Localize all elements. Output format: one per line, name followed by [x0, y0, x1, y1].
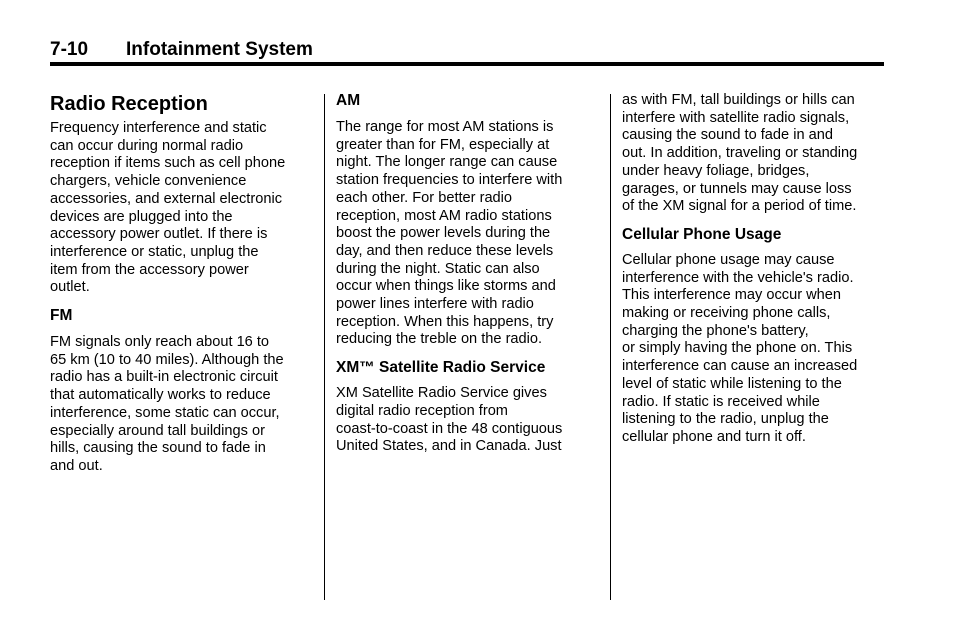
column-1 — [50, 92, 314, 486]
text-line: FM signals only reach about 16 to — [50, 334, 270, 351]
text-line: out. In addition, traveling or standing — [622, 145, 858, 162]
column-2 — [336, 92, 598, 466]
xm-satellite-continued-paragraph — [622, 92, 888, 216]
page-number: 7-10 — [50, 39, 89, 60]
text-line: garages, or tunnels may cause loss — [622, 180, 852, 197]
text-line: coast-to-coast in the 48 contiguous — [336, 420, 563, 437]
cellular-phone-paragraph — [622, 252, 888, 447]
text-line: devices are plugged into the — [50, 208, 233, 225]
text-line: accessories, and external electronic — [50, 190, 282, 207]
text-line: reception, most AM radio stations — [336, 207, 552, 224]
text-line: chargers, vehicle convenience — [50, 173, 247, 190]
text-line: interfere with satellite radio signals, — [622, 109, 850, 126]
text-line: cellular phone and turn it off. — [622, 428, 806, 445]
text-line: night. The longer range can cause — [336, 154, 558, 171]
text-line: Frequency interference and static — [50, 120, 267, 136]
xm-satellite-paragraph — [336, 385, 598, 456]
page-header — [50, 38, 884, 64]
text-line: each other. For better radio — [336, 189, 513, 206]
text-line: interference can cause an increased — [622, 358, 858, 375]
fm-heading: FM — [50, 307, 73, 325]
text-line: of the XM signal for a period of time. — [622, 198, 857, 215]
text-line: as with FM, tall buildings or hills can — [622, 92, 855, 108]
text-line: that automatically works to reduce — [50, 387, 271, 404]
text-line: accessory power outlet. If there is — [50, 226, 268, 243]
text-line: making or receiving phone calls, — [622, 305, 831, 322]
text-line: hills, causing the sound to fade in — [50, 440, 266, 457]
xm-satellite-heading: XM™ Satellite Radio Service — [336, 359, 546, 377]
text-line: level of static while listening to the — [622, 375, 842, 392]
text-line: occur when things like storms and — [336, 278, 556, 295]
text-line: United States, and in Canada. Just — [336, 438, 562, 455]
text-line: item from the accessory power — [50, 261, 249, 278]
text-line: interference with the vehicle's radio. — [622, 269, 854, 286]
text-line: day, and then reduce these levels — [336, 242, 554, 259]
am-paragraph — [336, 119, 598, 349]
text-line: especially around tall buildings or — [50, 422, 265, 439]
text-line: charging the phone's battery, — [622, 322, 809, 339]
radio-reception-heading: Radio Reception — [50, 93, 208, 115]
text-line: causing the sound to fade in and — [622, 127, 833, 144]
text-line: boost the power levels during the — [336, 225, 551, 242]
text-line: digital radio reception from — [336, 402, 508, 419]
text-line: The range for most AM stations is — [336, 119, 554, 135]
text-line: listening to the radio, unplug the — [622, 411, 829, 428]
text-line: under heavy foliage, bridges, — [622, 162, 810, 179]
column-divider-2 — [610, 94, 611, 600]
text-line: 65 km (10 to 40 miles). Although the — [50, 351, 284, 368]
text-line: or simply having the phone on. This — [622, 340, 853, 357]
text-line: interference or static, unplug the — [50, 243, 259, 260]
text-line: reception. When this happens, try — [336, 313, 554, 330]
text-line: radio. If static is received while — [622, 393, 820, 410]
column-3 — [622, 92, 888, 457]
text-line: interference, some static can occur, — [50, 404, 280, 421]
text-line: This interference may occur when — [622, 287, 841, 304]
cellular-phone-heading: Cellular Phone Usage — [622, 225, 782, 243]
text-line: reception if items such as cell phone — [50, 155, 286, 172]
text-line: greater than for FM, especially at — [336, 136, 550, 153]
header-divider — [50, 62, 884, 66]
text-line: during the night. Static can also — [336, 260, 540, 277]
text-line: can occur during normal radio — [50, 137, 244, 154]
radio-reception-paragraph — [50, 120, 314, 297]
section-title: Infotainment System — [126, 39, 313, 60]
text-line: outlet. — [50, 279, 90, 296]
text-line: XM Satellite Radio Service gives — [336, 385, 547, 402]
text-line: station frequencies to interfere with — [336, 172, 563, 189]
am-heading: AM — [336, 92, 361, 109]
text-line: and out. — [50, 457, 103, 474]
fm-paragraph — [50, 334, 314, 476]
text-line: reducing the treble on the radio. — [336, 331, 543, 348]
text-line: radio has a built-in electronic circuit — [50, 369, 278, 386]
text-line: power lines interfere with radio — [336, 296, 534, 313]
column-divider-1 — [324, 94, 325, 600]
text-line: Cellular phone usage may cause — [622, 251, 835, 268]
